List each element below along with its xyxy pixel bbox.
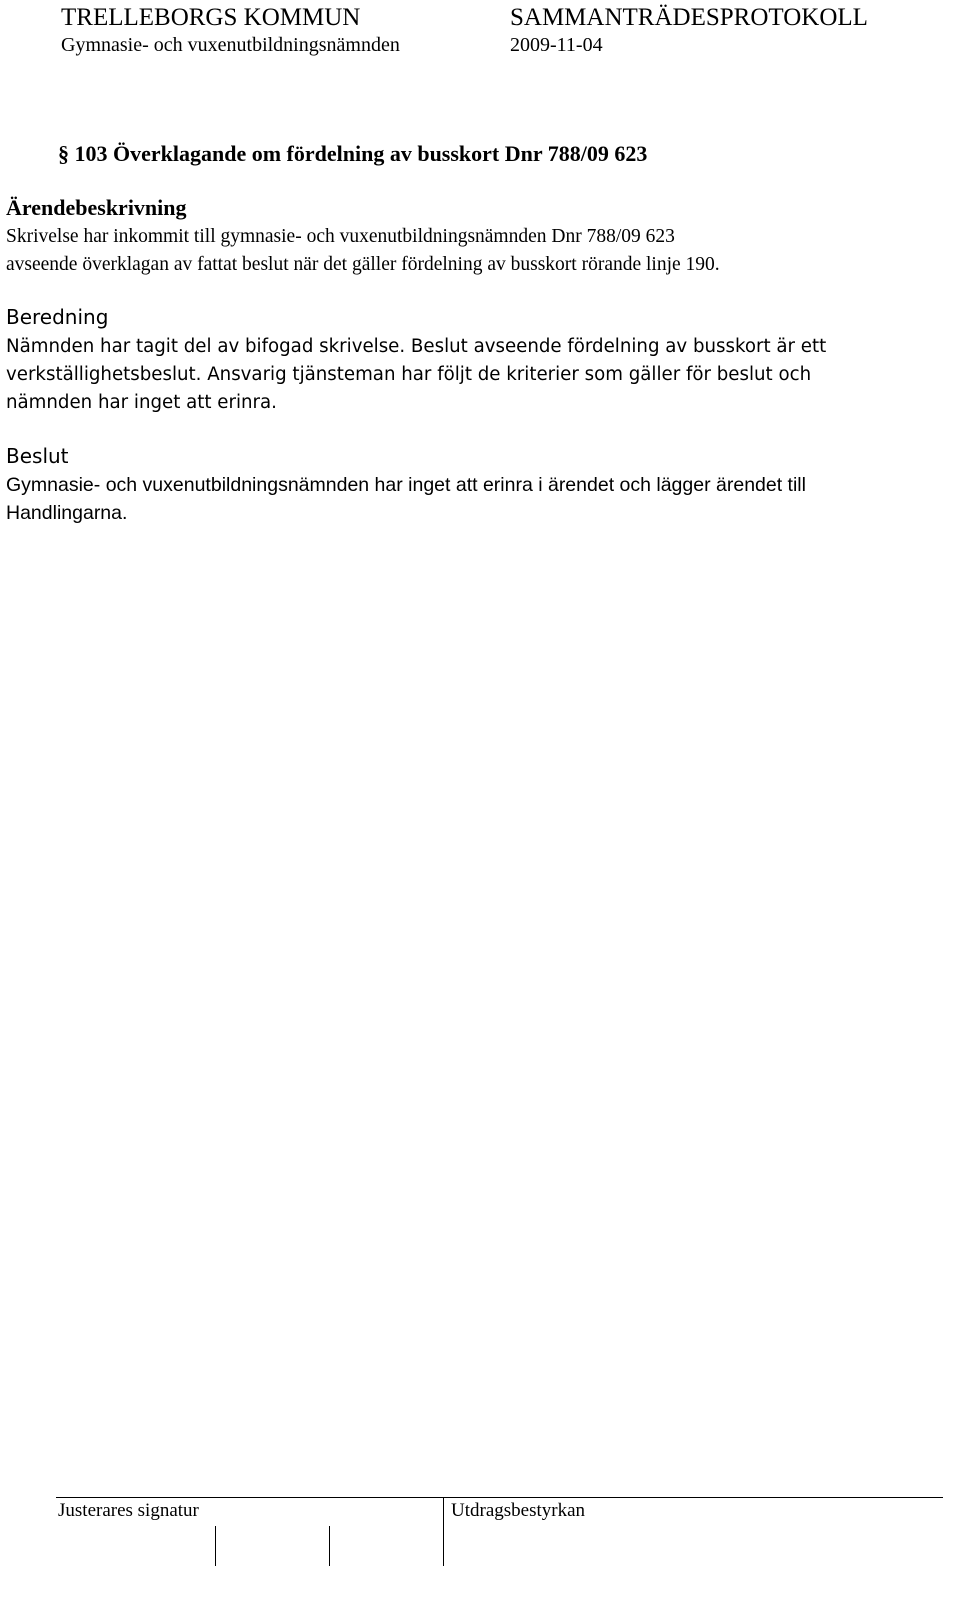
section-title-text: 103 Överklagande om fördelning av busskort Dnr 788/09 623: [74, 141, 648, 166]
arendebeskrivning-body: [6, 223, 946, 279]
committee-name: Gymnasie- och vuxenutbildningsnämnden: [61, 34, 400, 56]
beredning-line: Nämnden har tagit del av bifogad skrivelse. Beslut avseende fördelning av busskort är ett: [6, 336, 827, 357]
paragraph-symbol: §: [58, 141, 69, 166]
beslut-body: [6, 471, 946, 527]
organization-name: TRELLEBORGS KOMMUN: [61, 4, 361, 31]
beredning-body: [6, 333, 946, 417]
beredning-line: verkställighetsbeslut. Ansvarig tjänsteman har följt de kriterier som gäller för beslut och: [6, 364, 812, 385]
beslut-heading: Beslut: [6, 444, 69, 468]
arendebeskrivning-line: Skrivelse har inkommit till gymnasie- och vuxenutbildningsnämnden Dnr 788/09 623: [6, 226, 675, 247]
footer-rule: [56, 1497, 943, 1498]
footer-column-divider: [443, 1497, 444, 1566]
arendebeskrivning-heading: Ärendebeskrivning: [6, 195, 187, 220]
document-type: SAMMANTRÄDESPROTOKOLL: [510, 4, 868, 31]
beslut-line: Gymnasie- och vuxenutbildningsnämnden har inget att erinra i ärendet och lägger ärendet till: [6, 474, 806, 496]
beredning-line: nämnden har inget att erinra.: [6, 392, 277, 413]
extract-label: Utdragsbestyrkan: [451, 1500, 586, 1521]
signature-box-divider: [329, 1526, 330, 1566]
beredning-heading: Beredning: [6, 305, 109, 329]
arendebeskrivning-line: avseende överklagan av fattat beslut när det gäller fördelning av busskort rörande linje 190.: [6, 254, 720, 275]
meeting-date: 2009-11-04: [510, 34, 603, 56]
beslut-line: Handlingarna.: [6, 502, 128, 524]
signature-box-divider: [215, 1526, 216, 1566]
signature-label: Justerares signatur: [58, 1500, 199, 1521]
section-title: [58, 140, 647, 168]
